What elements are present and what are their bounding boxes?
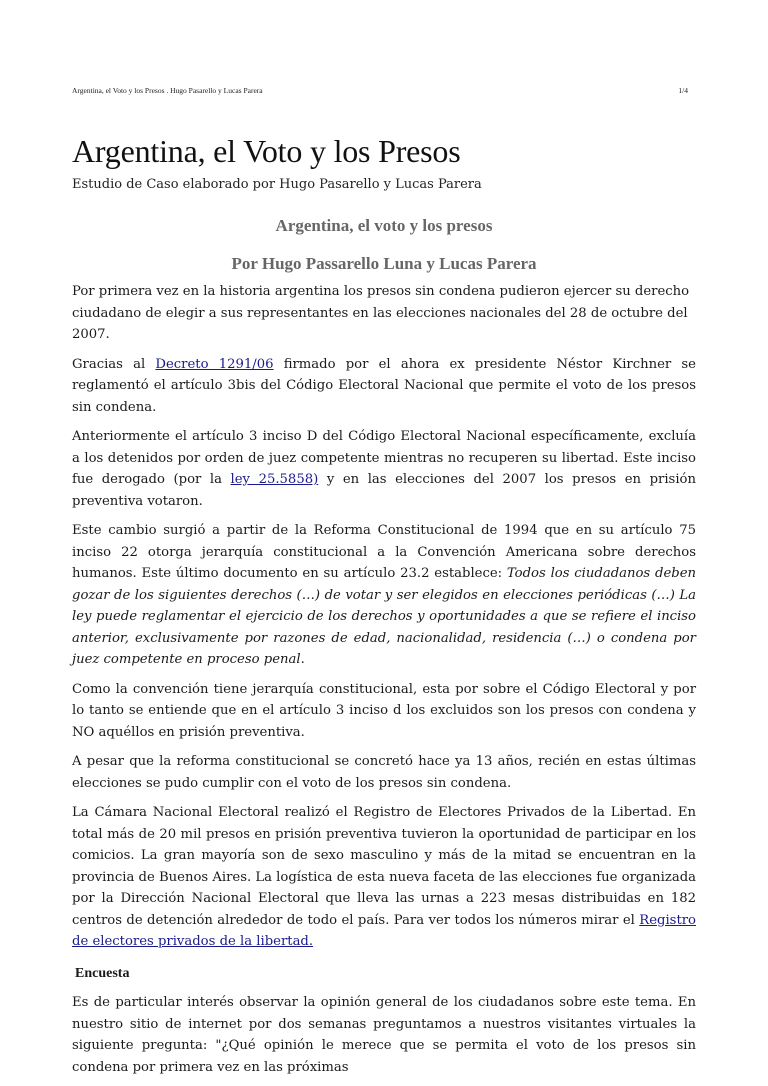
section-heading-encuesta: Encuesta (75, 965, 130, 981)
convention-quote: Todos los ciudadanos deben gozar de los siguientes derechos (…) de votar y ser elegidos en elecciones periódicas (…) La ley puede reglamentar el ejercicio de los derechos y oportunidades a que se refiere el inciso anterior, exclusivamente por razones de edad, nacionalidad, residencia (…) o condena por juez competente en proceso penal (72, 566, 696, 667)
paragraph-8: Es de particular interés observar la opinión general de los ciudadanos sobre este tema. En nuestro sitio de internet por dos semanas preguntamos a nuestros visitantes virtuales la siguiente pregunta: "¿Qué opinión le merece que se permita el voto de los presos sin condena por primera vez en las próximas (72, 995, 696, 1075)
paragraph-4-end: . (300, 652, 305, 667)
paragraph-5: Como la convención tiene jerarquía constitucional, esta por sobre el Código Electoral y por lo tanto se entiende que en el artículo 3 inciso d los excluidos son los presos con condena y NO aquéllos en prisión preventiva. (72, 681, 696, 740)
paragraph-2-text-a: Gracias al (72, 356, 156, 372)
article-byline: Por Hugo Passarello Luna y Lucas Parera (231, 254, 537, 273)
paragraph-7-text: La Cámara Nacional Electoral realizó el Registro de Electores Privados de la Libertad. En total más de 20 mil presos en prisión preventiva tuvieron la oportunidad de participar en los comicios. La gran mayoría son de sexo masculino y más de la mitad se encuentran en la provincia de Buenos Aires. La logística de esta nueva faceta de las elecciones fue organizada por la Dirección Nacional Electoral que lleva las urnas a 223 mesas distribuidas en 182 centros de detención alrededor de todo el país. Para ver todos los números mirar el (72, 805, 696, 928)
running-title: Argentina, el Voto y los Presos . Hugo Pasarello y Lucas Parera (72, 86, 263, 95)
paragraph-4-text: Este cambio surgió a partir de la Reforma Constitucional de 1994 que en su artículo 75 inciso 22 otorga jerarquía constitucional a la Convención Americana sobre derechos humanos. Este último documento en su artículo 23.2 establece: (72, 523, 696, 581)
ley-link[interactable]: ley 25.5858) (230, 472, 319, 487)
article-body (72, 281, 696, 1086)
paragraph-6: A pesar que la reforma constitucional se concretó hace ya 13 años, recién en estas últimas elecciones se pudo cumplir con el voto de los presos sin condena. (72, 754, 696, 791)
document-title: Argentina, el Voto y los Presos (72, 133, 461, 169)
registro-link[interactable]: Registro de electores privados de la libertad. (72, 912, 696, 949)
paragraph-3 (72, 426, 696, 512)
paragraph-2 (72, 354, 696, 419)
paragraph-3-text-b: y en las elecciones del 2007 los presos en prisión preventiva votaron. (72, 472, 696, 509)
paragraph-7 (72, 802, 696, 953)
document-subtitle: Estudio de Caso elaborado por Hugo Pasarello y Lucas Parera (72, 177, 482, 192)
paragraph-4 (72, 520, 696, 671)
paragraph-1: Por primera vez en la historia argentina los presos sin condena pudieron ejercer su derecho ciudadano de elegir a sus representantes en las elecciones nacionales del 28 de octubre del 2007. (72, 284, 690, 342)
paragraph-3-text-a: Anteriormente el artículo 3 inciso D del Código Electoral Nacional específicamente, excluía a los detenidos por orden de juez competente mientras no recuperen su libertad. Este inciso fue derogado (por la (72, 429, 696, 487)
page-number: 1/4 (678, 86, 688, 95)
article-title: Argentina, el voto y los presos (275, 216, 493, 235)
decreto-link[interactable]: Decreto 1291/06 (155, 356, 274, 372)
running-header (72, 86, 688, 95)
paragraph-2-text-b: firmado por el ahora ex presidente Néstor Kirchner se reglamentó el artículo 3bis del Código Electoral Nacional que permite el voto de los presos sin condena. (72, 356, 696, 415)
